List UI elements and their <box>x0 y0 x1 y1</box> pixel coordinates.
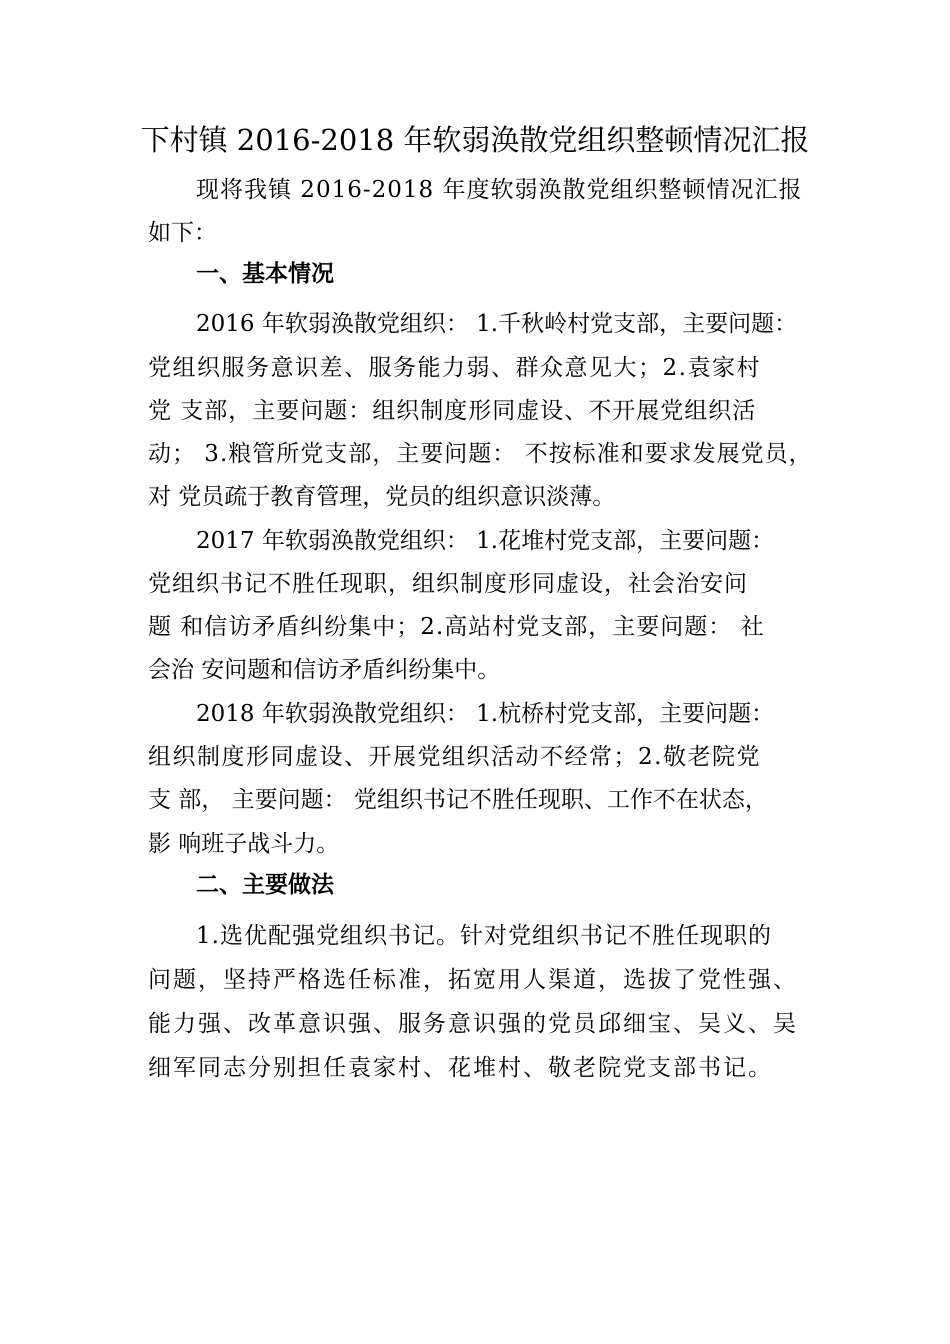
document-title: 下村镇 2016-2018 年软弱涣散党组织整顿情况汇报 <box>140 123 810 157</box>
para-2018-line-2: 组织制度形同虚设、开展党组织活动不经常；2.敬老院党 <box>148 744 761 770</box>
para-2016-line-2: 党组织服务意识差、服务能力弱、群众意见大；2.袁家村 <box>148 355 761 381</box>
para-2018-line-4: 影 响班子战斗力。 <box>148 831 340 857</box>
para-2016-line-3: 党 支部，主要问题：组织制度形同虚设、不开展党组织活 <box>148 398 757 424</box>
para-2017-line-4: 会治 安问题和信访矛盾纠纷集中。 <box>148 657 501 683</box>
para-2016-line-1: 2016 年软弱涣散党组织： 1.千秋岭村党支部，主要问题： <box>196 311 798 337</box>
para-2016-line-5: 对 党员疏于教育管理，党员的组织意识淡薄。 <box>148 484 616 510</box>
para-2018-line-1: 2018 年软弱涣散党组织： 1.杭桥村党支部，主要问题： <box>196 701 775 727</box>
methods-item1-line-2: 问题，坚持严格选任标准，拓宽用人渠道，选拔了党性强、 <box>148 967 798 993</box>
para-2018-line-3: 支 部， 主要问题： 党组织书记不胜任现职、工作不在状态， <box>148 787 768 813</box>
para-2017-line-2: 党组织书记不胜任现职，组织制度形同虚设，社会治安问 <box>148 571 748 597</box>
section-heading-methods: 二、主要做法 <box>196 872 334 898</box>
para-2017-line-3: 题 和信访矛盾纠纷集中；2.高站村党支部，主要问题： 社 <box>148 614 765 640</box>
intro-line-2: 如下： <box>148 220 217 246</box>
methods-item1-line-4: 细军同志分别担任袁家村、花堆村、敬老院党支部书记。 <box>148 1055 773 1081</box>
para-2017-line-1: 2017 年软弱涣散党组织： 1.花堆村党支部，主要问题： <box>196 528 775 554</box>
methods-item1-line-1: 1.选优配强党组织书记。针对党组织书记不胜任现职的 <box>196 923 772 949</box>
methods-item1-line-3: 能力强、改革意识强、服务意识强的党员邱细宝、吴义、吴 <box>148 1011 798 1037</box>
intro-line-1: 现将我镇 2016-2018 年度软弱涣散党组织整顿情况汇报 <box>196 177 803 203</box>
para-2016-line-4: 动； 3.粮管所党支部，主要问题： 不按标准和要求发展党员， <box>148 441 813 467</box>
section-heading-basic: 一、基本情况 <box>196 261 334 287</box>
